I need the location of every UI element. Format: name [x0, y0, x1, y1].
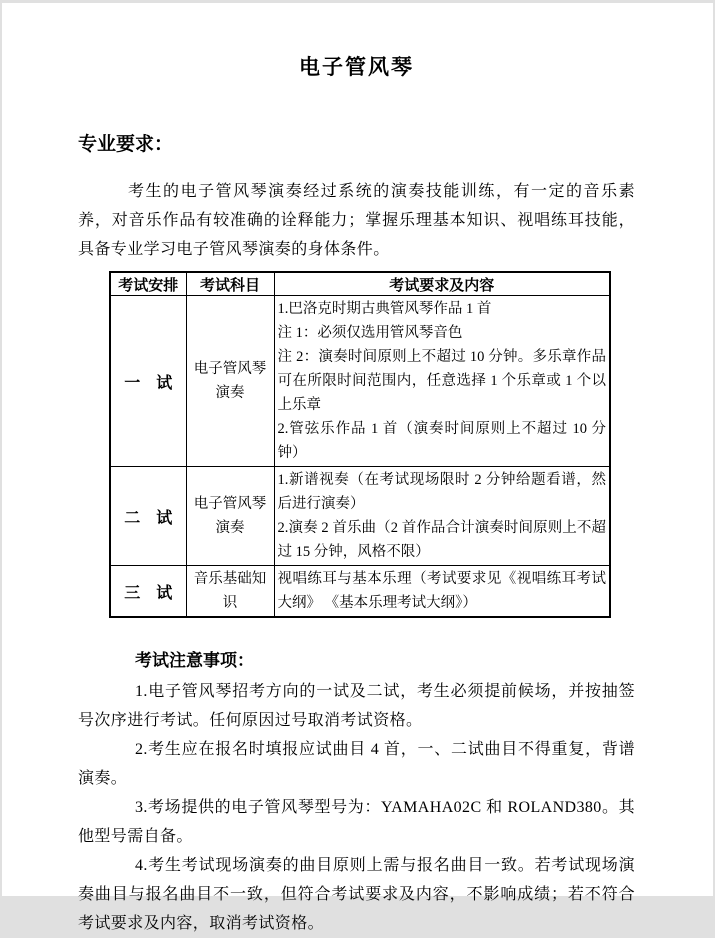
note-item: 2.考生应在报名时填报应试曲目 4 首，一、二试曲目不得重复，背谱演奏。: [78, 741, 635, 787]
content-line: 1.新谱视奏（在考试现场限时 2 分钟给题看谱，然后进行演奏）: [277, 472, 606, 512]
subject-cell: 电子管风琴演奏: [186, 296, 274, 467]
content-cell: [274, 566, 610, 618]
document-page: [2, 3, 713, 932]
schedule-cell: 一 试: [110, 296, 186, 467]
table-row-second-exam: [110, 467, 610, 566]
header-exam-schedule: 考试安排: [110, 272, 186, 296]
subject-cell: 音乐基础知识: [186, 566, 274, 618]
content-line: 注 1：必须仅选用管风琴音色: [277, 325, 463, 341]
note-item: 3.考场提供的电子管风琴型号为：YAMAHA02C 和 ROLAND380。其他型号需自备。: [78, 799, 635, 845]
note-item: 4.考生考试现场演奏的曲目原则上需与报名曲目一致。若考试现场演奏曲目与报名曲目不一致，但符合考试要求及内容，不影响成绩；若不符合考试要求及内容，取消考试资格。: [78, 857, 635, 932]
page-content: [78, 3, 635, 938]
exam-table-header-row: [110, 272, 610, 296]
notes-list: [78, 677, 635, 938]
content-line: 2.管弦乐作品 1 首（演奏时间原则上不超过 10 分钟）: [277, 421, 606, 461]
exam-table: [109, 271, 611, 618]
note-item: 1.电子管风琴招考方向的一试及二试，考生必须提前候场，并按抽签号次序进行考试。任何原因过号取消考试资格。: [78, 683, 635, 729]
requirements-paragraph: 考生的电子管风琴演奏经过系统的演奏技能训练，有一定的音乐素养，对音乐作品有较准确的诠释能力；掌握乐理基本知识、视唱练耳技能，具备专业学习电子管风琴演奏的身体条件。: [78, 183, 635, 258]
notes-heading: 考试注意事项：: [135, 651, 254, 670]
header-exam-requirements: 考试要求及内容: [274, 272, 610, 296]
content-line: 2.演奏 2 首乐曲（2 首作品合计演奏时间原则上不超过 15 分钟，风格不限）: [277, 520, 606, 560]
schedule-cell: 二 试: [110, 467, 186, 566]
requirements-heading: 专业要求：: [78, 134, 174, 155]
content-line: 1.巴洛克时期古典管风琴作品 1 首: [277, 301, 492, 317]
header-exam-subject: 考试科目: [186, 272, 274, 296]
content-line: 视唱练耳与基本乐理（考试要求见《视唱练耳考试大纲》 《基本乐理考试大纲》）: [277, 571, 606, 611]
content-line: 注 2：演奏时间原则上不超过 10 分钟。多乐章作品可在所限时间范围内，任意选择 1 个乐章或 1 个以上乐章: [277, 349, 606, 413]
table-row-third-exam: [110, 566, 610, 618]
page-title: 电子管风琴: [299, 56, 414, 79]
table-row-first-exam: [110, 296, 610, 467]
subject-cell: 电子管风琴演奏: [186, 467, 274, 566]
content-cell: [274, 467, 610, 566]
content-cell: [274, 296, 610, 467]
schedule-cell: 三 试: [110, 566, 186, 618]
